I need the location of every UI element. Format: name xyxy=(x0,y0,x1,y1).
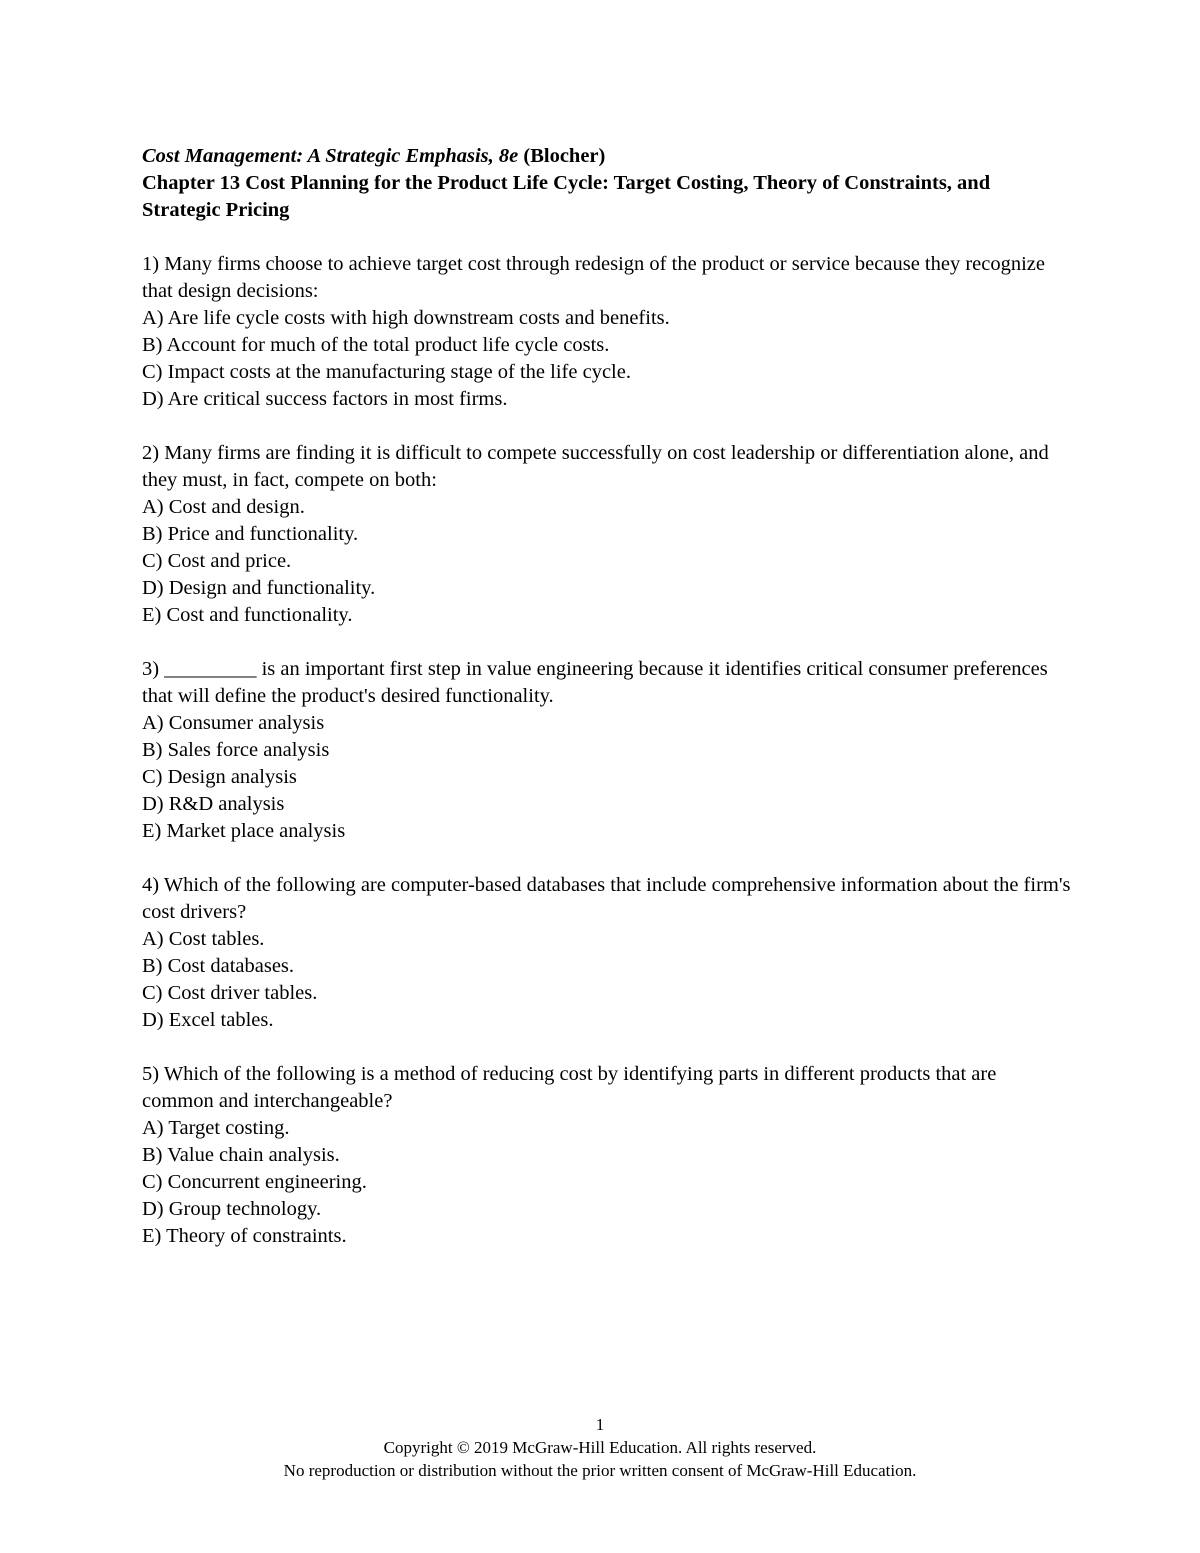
question-4 xyxy=(142,872,1072,1034)
page-footer xyxy=(0,1413,1200,1482)
chapter-title: Chapter 13 Cost Planning for the Product Life Cycle: Target Costing, Theory of Constraints, and Strategic Pricing xyxy=(142,172,991,221)
answer-option: C) Design analysis xyxy=(142,766,297,788)
book-line xyxy=(142,143,1072,170)
document-header xyxy=(142,143,1072,224)
answer-option: D) Excel tables. xyxy=(142,1009,274,1031)
answer-option: B) Account for much of the total product life cycle costs. xyxy=(142,334,610,356)
answer-option: D) R&D analysis xyxy=(142,793,285,815)
book-title: Cost Management: A Strategic Emphasis, 8e xyxy=(142,145,519,167)
answer-option: A) Cost and design. xyxy=(142,496,305,518)
answer-option: A) Consumer analysis xyxy=(142,712,325,734)
answer-option: B) Sales force analysis xyxy=(142,739,330,761)
question-stem: 4) Which of the following are computer-based databases that include comprehensive information about the firm's cost drivers? xyxy=(142,874,1071,923)
question-list xyxy=(142,251,1072,1250)
answer-option: B) Cost databases. xyxy=(142,955,295,977)
author: (Blocher) xyxy=(523,145,606,167)
answer-option: E) Market place analysis xyxy=(142,820,346,842)
question-stem: 3) _________ is an important first step in value engineering because it identifies critical consumer preferences that will define the product's desired functionality. xyxy=(142,658,1048,707)
question-stem: 1) Many firms choose to achieve target cost through redesign of the product or service because they recognize that design decisions: xyxy=(142,253,1046,302)
question-3 xyxy=(142,656,1072,845)
answer-option: C) Impact costs at the manufacturing stage of the life cycle. xyxy=(142,361,631,383)
page-number: 1 xyxy=(595,1415,605,1434)
question-5 xyxy=(142,1061,1072,1250)
question-stem: 5) Which of the following is a method of reducing cost by identifying parts in different products that are common and interchangeable? xyxy=(142,1063,997,1112)
answer-option: C) Cost and price. xyxy=(142,550,292,572)
answer-option: A) Target costing. xyxy=(142,1117,290,1139)
answer-option: D) Are critical success factors in most firms. xyxy=(142,388,508,410)
question-2 xyxy=(142,440,1072,629)
answer-option: A) Cost tables. xyxy=(142,928,265,950)
copyright-text: Copyright © 2019 McGraw-Hill Education. All rights reserved. xyxy=(383,1438,817,1457)
answer-option: E) Theory of constraints. xyxy=(142,1225,347,1247)
answer-option: A) Are life cycle costs with high downstream costs and benefits. xyxy=(142,307,670,329)
document-page xyxy=(142,143,1072,1250)
reproduction-notice: No reproduction or distribution without the prior written consent of McGraw-Hill Education. xyxy=(283,1461,917,1480)
answer-option: E) Cost and functionality. xyxy=(142,604,353,626)
answer-option: D) Group technology. xyxy=(142,1198,322,1220)
answer-option: B) Price and functionality. xyxy=(142,523,359,545)
answer-option: C) Cost driver tables. xyxy=(142,982,318,1004)
answer-option: D) Design and functionality. xyxy=(142,577,376,599)
question-stem: 2) Many firms are finding it is difficult to compete successfully on cost leadership or differentiation alone, and they must, in fact, compete on both: xyxy=(142,442,1049,491)
answer-option: B) Value chain analysis. xyxy=(142,1144,340,1166)
question-1 xyxy=(142,251,1072,413)
answer-option: C) Concurrent engineering. xyxy=(142,1171,367,1193)
